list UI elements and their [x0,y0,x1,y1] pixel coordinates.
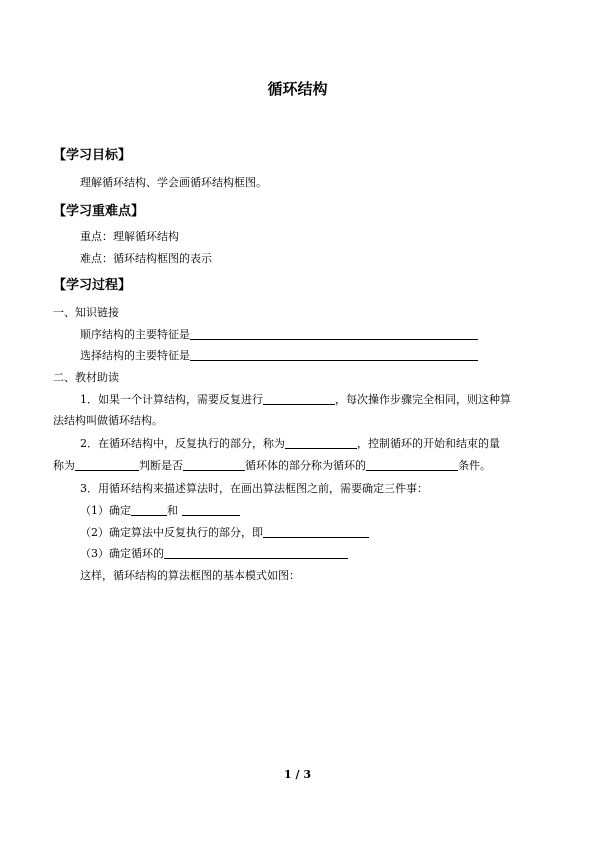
section-heading-goal: 【学习目标】 [53,148,132,163]
part2-p1-line1 [80,393,511,407]
part2-p2-line1 [80,437,500,451]
part2-item-3 [80,547,348,561]
paragraph-text: 称为 [53,459,75,472]
part1-question-2 [80,349,478,363]
paragraph-text: ，每次操作步骤完全相同，则这种算 [335,393,511,406]
section-heading-process: 【学习过程】 [53,278,132,293]
paragraph-text: 条件。 [458,459,491,472]
answer-blank[interactable] [131,504,167,516]
page-number: 1 / 3 [284,768,311,781]
goal-text: 理解循环结构、学会画循环结构框图。 [80,176,267,189]
item-text: （3）确定循环的 [80,547,164,560]
answer-blank[interactable] [263,393,335,405]
question-text: 选择结构的主要特征是 [80,349,190,362]
item-text: （1）确定 [80,504,131,517]
part1-question-1 [80,328,478,342]
key-difficulty-text: 难点：循环结构框图的表示 [80,252,212,265]
part2-item-2 [80,526,369,540]
part2-p4: 这样，循环结构的算法框图的基本模式如图： [80,569,300,582]
part2-p2-line2 [53,459,491,473]
paragraph-text: 2．在循环结构中，反复执行的部分，称为 [80,437,285,450]
part1-title: 一、知识链接 [53,306,119,319]
item-text: 和 [167,504,178,517]
item-text: （2）确定算法中反复执行的部分，即 [80,526,263,539]
answer-blank[interactable] [182,504,240,516]
paragraph-text: 1．如果一个计算结构，需要反复进行 [80,393,263,406]
paragraph-text: 判断是否 [139,459,183,472]
section-heading-key: 【学习重难点】 [53,204,145,219]
question-text: 顺序结构的主要特征是 [80,328,190,341]
key-focus-text: 重点：理解循环结构 [80,230,179,243]
paragraph-text: 循环体的部分称为循环的 [245,459,366,472]
part2-item-1 [80,504,240,518]
part2-p3: 3．用循环结构来描述算法时，在画出算法框图之前，需要确定三件事： [80,482,428,495]
part2-p1-line2: 法结构叫做循环结构。 [53,414,163,427]
part2-title: 二、教材助读 [53,371,119,384]
answer-blank[interactable] [164,547,348,559]
answer-blank[interactable] [183,459,245,471]
answer-blank[interactable] [75,459,139,471]
answer-blank[interactable] [190,328,478,340]
paragraph-text: ，控制循环的开始和结束的量 [357,437,500,450]
answer-blank[interactable] [285,437,357,449]
answer-blank[interactable] [263,526,369,538]
answer-blank[interactable] [190,349,478,361]
page-title: 循环结构 [267,80,328,98]
answer-blank[interactable] [366,459,458,471]
